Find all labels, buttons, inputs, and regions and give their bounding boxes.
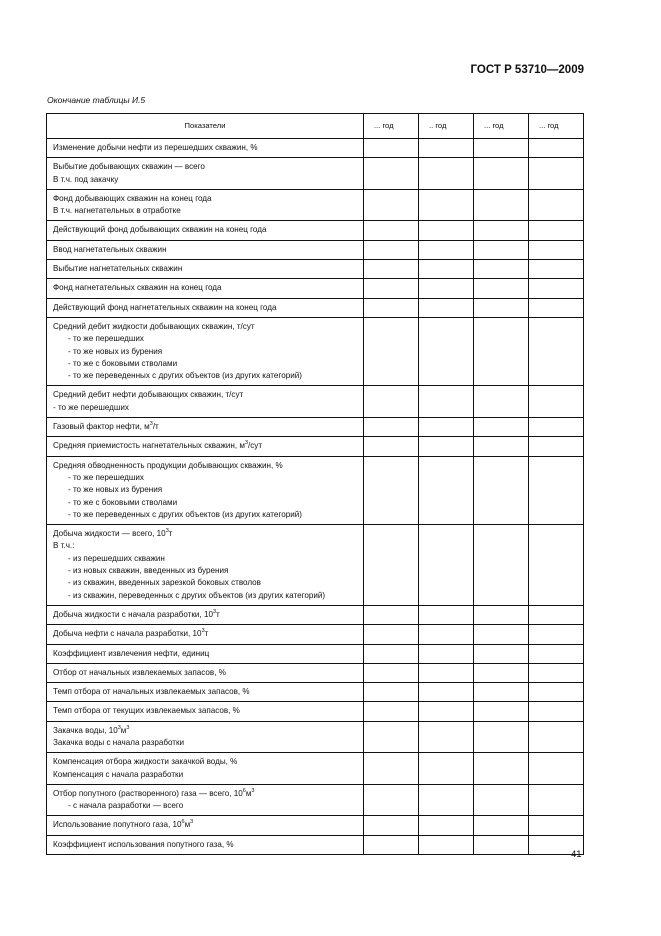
text-segment: - то же перешедших [68, 334, 144, 344]
year-value-cell[interactable] [364, 721, 419, 753]
text-segment: Действующий фонд добывающих скважин на конец года [53, 225, 267, 235]
year-value-cell[interactable] [529, 386, 584, 418]
text-segment: Выбытие добывающих скважин — всего [53, 162, 205, 172]
year-value-cell[interactable] [474, 835, 529, 854]
year-value-cell[interactable] [419, 702, 474, 721]
superscript: 3 [190, 819, 194, 826]
indicator-line [53, 389, 357, 401]
text-segment: - то же с боковыми стволами [68, 358, 178, 368]
year-value-cell[interactable] [364, 298, 419, 317]
table-row [47, 260, 584, 279]
indicator-cell [47, 753, 364, 785]
indicator-line [53, 565, 357, 577]
year-value-cell[interactable] [529, 456, 584, 524]
year-value-cell[interactable] [364, 189, 419, 221]
indicator-line [53, 497, 357, 509]
year-value-cell[interactable] [474, 753, 529, 785]
text-segment: - из скважин, введенных зарезкой боковых стволов [68, 578, 261, 588]
table-row [47, 317, 584, 385]
text-segment: /т [152, 422, 159, 432]
text-segment: - то же перешедших [53, 402, 129, 412]
indicator-cell [47, 663, 364, 682]
text-segment: Закачка воды, 10 [53, 725, 118, 735]
indicator-line [53, 421, 357, 433]
indicator-line [53, 628, 357, 640]
column-header-indicators: Показатели [47, 114, 364, 139]
year-value-cell[interactable] [529, 189, 584, 221]
text-segment: Использование попутного газа, 10 [53, 820, 182, 830]
year-value-cell[interactable] [364, 753, 419, 785]
indicator-line [53, 402, 357, 414]
indicator-cell [47, 279, 364, 298]
year-value-cell[interactable] [364, 456, 419, 524]
column-header-year: ... год [364, 114, 419, 139]
year-value-cell[interactable] [474, 721, 529, 753]
year-value-cell[interactable] [419, 240, 474, 259]
text-segment: т [168, 529, 173, 539]
table-row [47, 683, 584, 702]
year-value-cell[interactable] [364, 139, 419, 158]
year-value-cell[interactable] [419, 644, 474, 663]
table-row [47, 386, 584, 418]
superscript: 6 [242, 787, 246, 794]
text-segment: В т.ч. под закачку [53, 174, 119, 184]
year-value-cell[interactable] [419, 456, 474, 524]
year-value-cell[interactable] [419, 605, 474, 624]
year-value-cell[interactable] [474, 702, 529, 721]
indicator-line [53, 205, 357, 217]
year-value-cell[interactable] [364, 386, 419, 418]
text-segment: м [184, 820, 191, 830]
text-segment: Выбытие нагнетательных скважин [53, 264, 183, 274]
year-value-cell[interactable] [474, 525, 529, 606]
year-value-cell[interactable] [364, 702, 419, 721]
indicator-line [53, 609, 357, 621]
year-value-cell[interactable] [364, 240, 419, 259]
year-value-cell[interactable] [364, 835, 419, 854]
indicator-line [53, 174, 357, 186]
indicator-line [53, 244, 357, 256]
year-value-cell[interactable] [419, 753, 474, 785]
document-code: ГОСТ Р 53710—2009 [470, 64, 584, 76]
text-segment: Отбор от начальных извлекаемых запасов, % [53, 667, 226, 677]
superscript: 3 [117, 724, 121, 731]
indicator-cell [47, 317, 364, 385]
table-body [47, 139, 584, 855]
year-value-cell[interactable] [364, 418, 419, 437]
year-value-cell[interactable] [419, 525, 474, 606]
indicator-line [53, 800, 357, 812]
text-segment: Компенсация отбора жидкости закачкой воды, % [53, 757, 238, 767]
text-segment: В т.ч.: [53, 541, 75, 551]
text-segment: - то же с боковыми стволами [68, 497, 178, 507]
year-value-cell[interactable] [419, 418, 474, 437]
year-value-cell[interactable] [419, 721, 474, 753]
indicator-line [53, 756, 357, 768]
superscript: 3 [251, 787, 255, 794]
table-row [47, 418, 584, 437]
text-segment: Коэффициент извлечения нефти, единиц [53, 648, 210, 658]
indicator-cell [47, 260, 364, 279]
year-value-cell[interactable] [529, 702, 584, 721]
year-value-cell[interactable] [364, 663, 419, 682]
year-value-cell[interactable] [529, 240, 584, 259]
indicator-cell [47, 702, 364, 721]
year-value-cell[interactable] [474, 605, 529, 624]
indicator-line [53, 686, 357, 698]
year-value-cell[interactable] [419, 189, 474, 221]
indicator-cell [47, 221, 364, 240]
year-value-cell[interactable] [474, 189, 529, 221]
text-segment: Коэффициент использования попутного газа, % [53, 839, 234, 849]
indicator-line [53, 263, 357, 275]
year-value-cell[interactable] [474, 221, 529, 240]
year-value-cell[interactable] [474, 663, 529, 682]
year-value-cell[interactable] [529, 644, 584, 663]
indicator-line [53, 333, 357, 345]
indicator-line [53, 540, 357, 552]
indicator-cell [47, 240, 364, 259]
year-value-cell[interactable] [364, 625, 419, 644]
year-value-cell[interactable] [474, 158, 529, 190]
indicator-line [53, 370, 357, 382]
indicator-line [53, 472, 357, 484]
year-value-cell[interactable] [364, 158, 419, 190]
text-segment: м [245, 788, 252, 798]
column-header-year: ... год [529, 114, 584, 139]
indicator-line [53, 819, 357, 831]
year-value-cell[interactable] [474, 260, 529, 279]
superscript: 3 [149, 421, 153, 428]
text-segment: Средний дебит нефти добывающих скважин, т/сут [53, 390, 244, 400]
year-value-cell[interactable] [529, 625, 584, 644]
year-value-cell[interactable] [419, 298, 474, 317]
superscript: 3 [165, 528, 169, 535]
text-segment: м [120, 725, 127, 735]
text-segment: - из новых скважин, введенных из бурения [68, 566, 229, 576]
text-segment: - с начала разработки — всего [68, 801, 184, 811]
text-segment: /сут [248, 441, 263, 451]
year-value-cell[interactable] [419, 784, 474, 816]
year-value-cell[interactable] [364, 784, 419, 816]
indicator-line [53, 302, 357, 314]
year-value-cell[interactable] [419, 625, 474, 644]
text-segment: Газовый фактор нефти, м [53, 422, 150, 432]
indicator-cell [47, 418, 364, 437]
table-row [47, 158, 584, 190]
text-segment: Темп отбора от начальных извлекаемых запасов, % [53, 687, 250, 697]
text-segment: - из скважин, переведенных с других объектов (из других категорий) [68, 590, 326, 600]
table-row [47, 753, 584, 785]
text-segment: - то же новых из бурения [68, 346, 163, 356]
year-value-cell[interactable] [529, 158, 584, 190]
year-value-cell[interactable] [529, 139, 584, 158]
text-segment: - то же переведенных с других объектов (из других категорий) [68, 371, 302, 381]
year-value-cell[interactable] [529, 260, 584, 279]
text-segment: Темп отбора от текущих извлекаемых запасов, % [53, 706, 240, 716]
table-row [47, 644, 584, 663]
text-segment: Добыча нефти с начала разработки, 10 [53, 629, 202, 639]
indicator-line [53, 553, 357, 565]
indicator-cell [47, 298, 364, 317]
text-segment: Изменение добычи нефти из перешедших скважин, % [53, 143, 258, 152]
indicator-line [53, 577, 357, 589]
year-value-cell[interactable] [529, 317, 584, 385]
year-value-cell[interactable] [419, 317, 474, 385]
year-value-cell[interactable] [474, 437, 529, 456]
text-segment: Закачка воды с начала разработки [53, 737, 185, 747]
table-row [47, 279, 584, 298]
year-value-cell[interactable] [529, 418, 584, 437]
indicator-line [53, 667, 357, 679]
superscript: 3 [126, 724, 130, 731]
text-segment: т [204, 629, 209, 639]
year-value-cell[interactable] [419, 835, 474, 854]
year-value-cell[interactable] [474, 279, 529, 298]
year-value-cell[interactable] [419, 221, 474, 240]
indicator-line [53, 788, 357, 800]
year-value-cell[interactable] [474, 386, 529, 418]
indicator-line [53, 346, 357, 358]
indicator-line [53, 705, 357, 717]
table-row [47, 139, 584, 158]
superscript: 3 [212, 608, 217, 615]
year-value-cell[interactable] [529, 525, 584, 606]
year-value-cell[interactable] [474, 683, 529, 702]
year-value-cell[interactable] [364, 317, 419, 385]
text-segment: Средняя обводненность продукции добывающих скважин, % [53, 460, 283, 470]
indicator-cell [47, 437, 364, 456]
text-segment: Действующий фонд нагнетательных скважин на конец года [53, 302, 277, 312]
indicator-cell [47, 456, 364, 524]
indicator-line [53, 725, 357, 737]
year-value-cell[interactable] [529, 784, 584, 816]
indicator-cell [47, 644, 364, 663]
superscript: 6 [181, 819, 185, 826]
indicator-line [53, 224, 357, 236]
table-row [47, 721, 584, 753]
indicator-line [53, 648, 357, 660]
year-value-cell[interactable] [419, 663, 474, 682]
indicator-line [53, 193, 357, 205]
text-segment: Фонд нагнетательных скважин на конец года [53, 283, 222, 293]
indicator-line [53, 161, 357, 173]
column-header-year: .. год [419, 114, 474, 139]
indicator-cell [47, 625, 364, 644]
column-header-year: ... год [474, 114, 529, 139]
year-value-cell[interactable] [474, 418, 529, 437]
text-segment: Средняя приемистость нагнетательных скважин, м [53, 441, 245, 451]
year-value-cell[interactable] [474, 240, 529, 259]
year-value-cell[interactable] [529, 437, 584, 456]
text-segment: Добыча жидкости — всего, 10 [53, 529, 166, 539]
text-segment: Добыча жидкости с начала разработки, 10 [53, 609, 213, 619]
indicator-line [53, 737, 357, 749]
indicator-line [53, 321, 357, 333]
table-row [47, 456, 584, 524]
text-segment: Компенсация с начала разработки [53, 769, 184, 779]
year-value-cell[interactable] [529, 721, 584, 753]
year-value-cell[interactable] [364, 260, 419, 279]
year-value-cell[interactable] [529, 298, 584, 317]
indicator-line [53, 509, 357, 521]
superscript: 3 [244, 440, 249, 447]
table-row [47, 221, 584, 240]
indicator-cell [47, 784, 364, 816]
indicator-line [53, 484, 357, 496]
year-value-cell[interactable] [419, 158, 474, 190]
table-row [47, 663, 584, 682]
indicator-cell [47, 189, 364, 221]
year-value-cell[interactable] [474, 816, 529, 835]
text-segment: - то же переведенных с других объектов (из других категорий) [68, 509, 302, 519]
text-segment: В т.ч. нагнетательных в отработке [53, 206, 181, 216]
year-value-cell[interactable] [474, 784, 529, 816]
indicator-cell [47, 721, 364, 753]
table-row [47, 605, 584, 624]
table-row [47, 189, 584, 221]
table-header-row [47, 114, 584, 139]
indicator-line [53, 358, 357, 370]
indicator-line [53, 460, 357, 472]
year-value-cell[interactable] [529, 221, 584, 240]
year-value-cell[interactable] [419, 139, 474, 158]
page-number: 41 [571, 849, 582, 860]
indicator-cell [47, 835, 364, 854]
year-value-cell[interactable] [529, 683, 584, 702]
text-segment: т [216, 609, 220, 619]
table-caption: Окончание таблицы И.5 [47, 95, 146, 105]
text-segment: Ввод нагнетательных скважин [53, 244, 167, 254]
year-value-cell[interactable] [529, 605, 584, 624]
text-segment: Средний дебит жидкости добывающих скважин, т/сут [53, 321, 255, 331]
text-segment: Фонд добывающих скважин на конец года [53, 193, 212, 203]
indicator-cell [47, 525, 364, 606]
superscript: 3 [201, 628, 205, 635]
year-value-cell[interactable] [419, 279, 474, 298]
indicator-line [53, 440, 357, 452]
year-value-cell[interactable] [364, 644, 419, 663]
indicator-cell [47, 605, 364, 624]
text-segment: - то же перешедших [68, 472, 144, 482]
indicator-line [53, 142, 357, 154]
text-segment: - то же новых из бурения [68, 485, 163, 495]
year-value-cell[interactable] [474, 298, 529, 317]
year-value-cell[interactable] [364, 816, 419, 835]
year-value-cell[interactable] [364, 437, 419, 456]
table-row [47, 298, 584, 317]
table-row [47, 625, 584, 644]
year-value-cell[interactable] [474, 317, 529, 385]
year-value-cell[interactable] [419, 386, 474, 418]
table-row [47, 702, 584, 721]
year-value-cell[interactable] [419, 816, 474, 835]
year-value-cell[interactable] [364, 525, 419, 606]
indicator-line [53, 590, 357, 602]
year-value-cell[interactable] [419, 260, 474, 279]
year-value-cell[interactable] [474, 139, 529, 158]
text-segment: Отбор попутного (растворенного) газа — всего, 10 [53, 788, 243, 798]
indicator-cell [47, 158, 364, 190]
year-value-cell[interactable] [474, 456, 529, 524]
year-value-cell[interactable] [364, 683, 419, 702]
year-value-cell[interactable] [364, 279, 419, 298]
indicator-line [53, 282, 357, 294]
year-value-cell[interactable] [364, 605, 419, 624]
indicator-cell [47, 683, 364, 702]
text-segment: - из перешедших скважин [68, 553, 165, 563]
table-row [47, 784, 584, 816]
year-value-cell[interactable] [364, 221, 419, 240]
table-row [47, 835, 584, 854]
year-value-cell[interactable] [529, 663, 584, 682]
indicators-table [46, 113, 584, 855]
year-value-cell[interactable] [474, 644, 529, 663]
year-value-cell[interactable] [419, 437, 474, 456]
indicator-line [53, 528, 357, 540]
table-row [47, 437, 584, 456]
indicator-cell [47, 386, 364, 418]
indicator-line [53, 839, 357, 851]
table-row [47, 816, 584, 835]
year-value-cell[interactable] [474, 625, 529, 644]
indicator-cell [47, 139, 364, 158]
year-value-cell[interactable] [419, 683, 474, 702]
year-value-cell[interactable] [529, 753, 584, 785]
year-value-cell[interactable] [529, 816, 584, 835]
indicator-cell [47, 816, 364, 835]
year-value-cell[interactable] [529, 279, 584, 298]
table-row [47, 240, 584, 259]
indicator-line [53, 769, 357, 781]
table-row [47, 525, 584, 606]
